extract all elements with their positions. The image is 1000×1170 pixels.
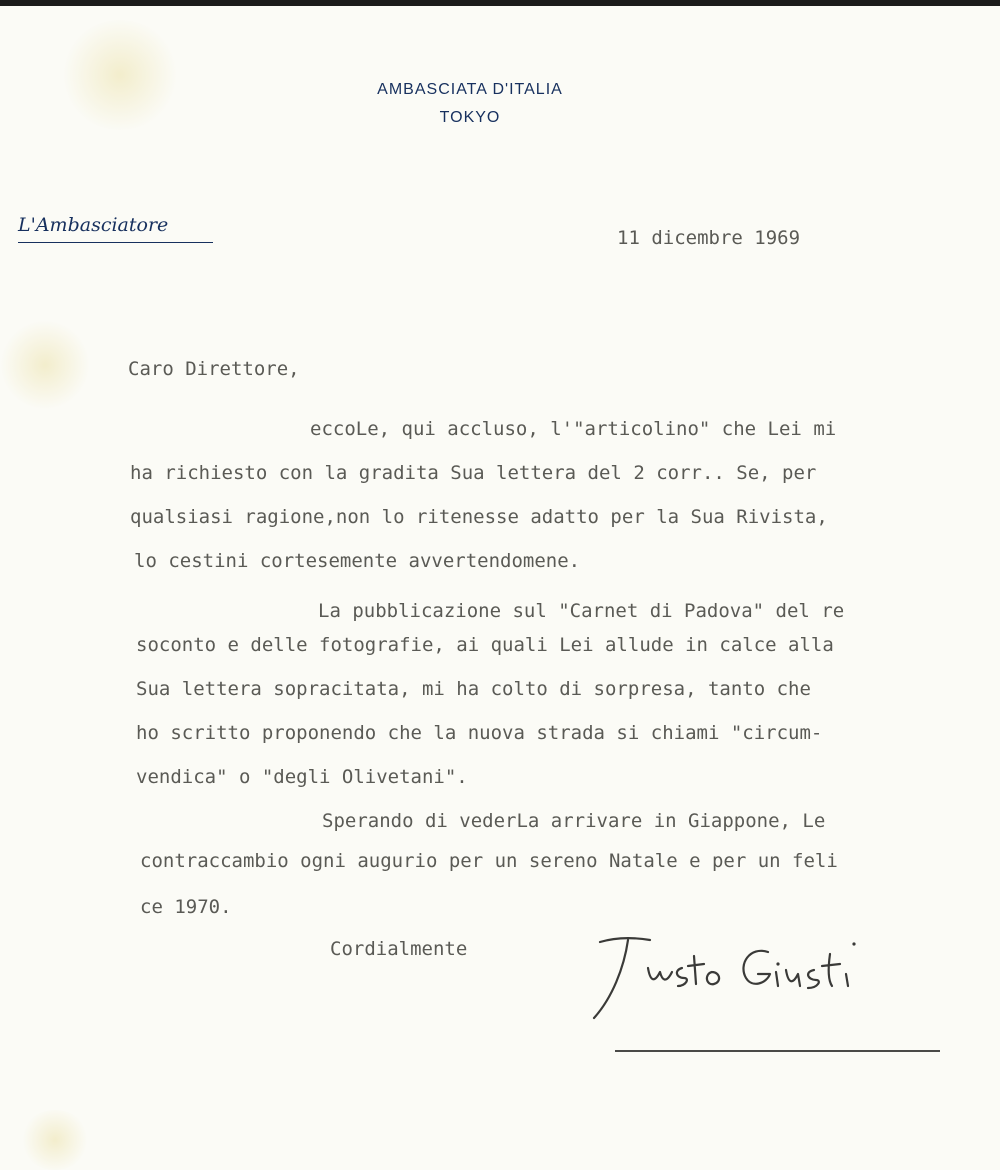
body-line: La pubblicazione sul "Carnet di Padova" del re [318, 600, 845, 622]
sender-title: L'Ambasciatore [18, 214, 169, 236]
body-line: soconto e delle fotografie, ai quali Lei allude in calce alla [136, 634, 834, 656]
scan-edge [0, 0, 1000, 6]
body-line: Sperando di vederLa arrivare in Giappone, Le [322, 810, 826, 832]
body-line: ha richiesto con la gradita Sua lettera del 2 corr.. Se, per [130, 462, 817, 484]
body-line: ce 1970. [140, 896, 232, 918]
handwritten-signature [590, 928, 880, 1028]
body-line: qualsiasi ragione,non lo ritenesse adatto per la Sua Rivista, [130, 506, 828, 528]
letterhead [320, 76, 620, 132]
paper-stain [60, 20, 180, 130]
body-line: ho scritto proponendo che la nuova strada si chiami "circum- [136, 722, 823, 744]
signature-line [615, 1050, 940, 1052]
letterhead-embassy: AMBASCIATA D'ITALIA [377, 81, 563, 98]
salutation: Caro Direttore, [128, 358, 300, 380]
body-line: vendica" o "degli Olivetani". [136, 766, 468, 788]
body-line: contraccambio ogni augurio per un sereno Natale e per un feli [140, 850, 838, 872]
closing: Cordialmente [330, 938, 468, 960]
letterhead-city: TOKYO [439, 109, 501, 126]
letter-date: 11 dicembre 1969 [617, 227, 801, 249]
sender-underline [18, 242, 213, 243]
paper-stain [0, 320, 90, 410]
body-line: eccoLe, qui accluso, l'"articolino" che Lei mi [310, 418, 837, 440]
body-line: lo cestini cortesemente avvertendomene. [134, 550, 581, 572]
body-line: Sua lettera sopracitata, mi ha colto di sorpresa, tanto che [136, 678, 811, 700]
paper-stain [20, 1110, 90, 1170]
